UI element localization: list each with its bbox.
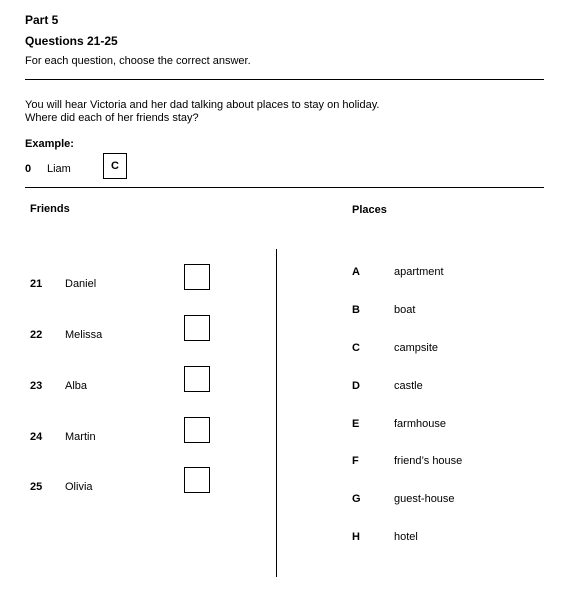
example-answer-box [103,153,127,179]
answer-box-24[interactable] [184,417,210,443]
answer-box-25[interactable] [184,467,210,493]
place-letter: E [352,418,360,430]
place-name: apartment [394,266,444,278]
divider-top [25,79,544,80]
place-name: friend’s house [394,455,463,467]
example-label: Example: [25,138,74,150]
answer-box-22[interactable] [184,315,210,341]
place-letter: H [352,531,360,543]
intro-line-1: You will hear Victoria and her dad talking about places to stay on holiday. [25,99,380,111]
place-letter: D [352,380,360,392]
answer-box-23[interactable] [184,366,210,392]
question-number: 23 [30,380,43,392]
question-number: 22 [30,329,43,341]
divider-example [25,187,544,188]
example-name: Liam [47,163,71,175]
place-letter: C [352,342,360,354]
intro-text [25,99,379,125]
place-name: hotel [394,531,418,543]
question-number: 21 [30,278,43,290]
friend-name: Olivia [65,481,93,493]
friends-header: Friends [30,203,70,215]
place-name: farmhouse [394,418,446,430]
questions-title: Questions 21-25 [25,34,118,48]
place-letter: A [352,266,360,278]
place-name: castle [394,380,423,392]
answer-box-21[interactable] [184,264,210,290]
part-title: Part 5 [25,13,59,27]
example-answer: C [111,160,119,172]
place-name: campsite [394,342,439,354]
instruction-text: For each question, choose the correct answer. [25,55,251,67]
friend-name: Daniel [65,278,97,290]
place-name: guest-house [394,493,455,505]
intro-line-2: Where did each of her friends stay? [25,112,199,124]
friend-name: Martin [65,431,96,443]
example-number: 0 [25,163,32,175]
place-letter: F [352,455,359,467]
column-divider [276,249,277,577]
place-letter: B [352,304,360,316]
question-number: 25 [30,481,43,493]
places-header: Places [352,204,387,216]
friend-name: Melissa [65,329,103,341]
place-letter: G [352,493,361,505]
question-number: 24 [30,431,43,443]
friend-name: Alba [65,380,88,392]
place-name: boat [394,304,416,316]
